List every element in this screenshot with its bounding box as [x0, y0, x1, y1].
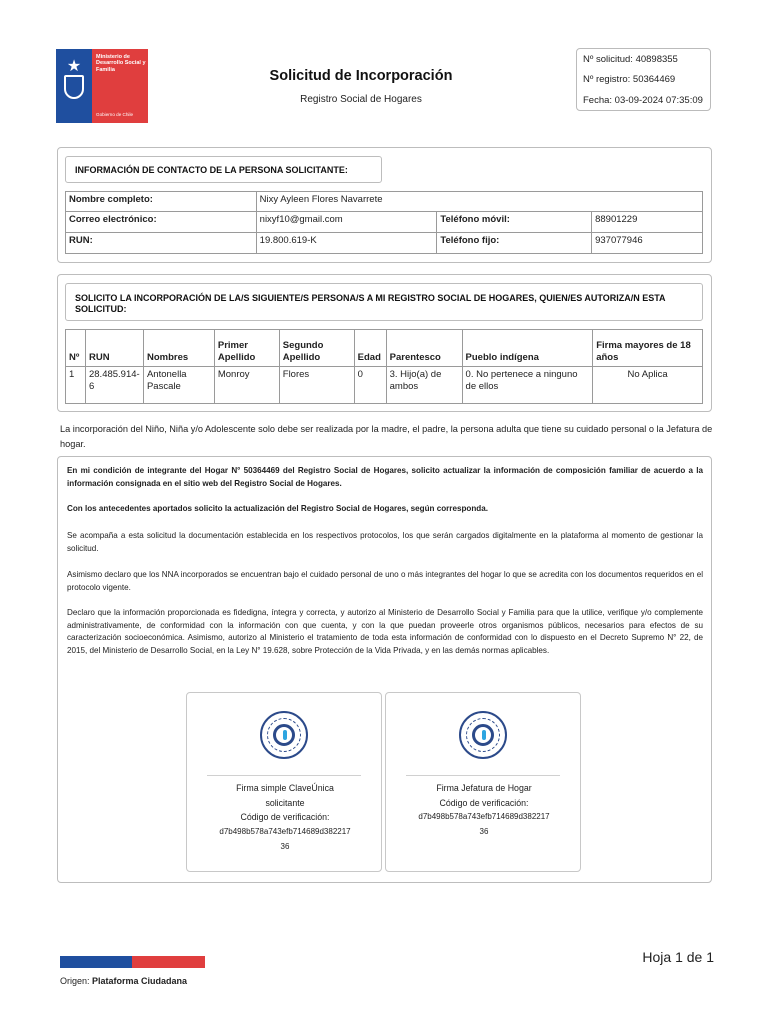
movil-value: 88901229: [592, 212, 703, 233]
logo-ministry-text: Ministerio de Desarrollo Social y Familia: [96, 54, 146, 73]
table-cell: No Aplica: [593, 367, 703, 404]
verification-label: Código de verificación:: [240, 812, 330, 822]
signature-line: [406, 775, 560, 776]
logo-gob-text: Gobierno de Chile: [96, 112, 134, 117]
column-header: Segundo Apellido: [279, 330, 354, 367]
document-title: Solicitud de Incorporación: [269, 68, 453, 84]
signature-title: Firma simple ClaveÚnica: [236, 783, 334, 793]
origin-label: Origen:: [60, 976, 93, 986]
table-cell: 1: [66, 367, 86, 404]
column-header: Nº: [66, 330, 86, 367]
origin-value: Plataforma Ciudadana: [92, 976, 188, 986]
fijo-value: 937077946: [592, 233, 703, 254]
registro-number: Nº registro: 50364469: [583, 74, 676, 85]
table-row: [66, 233, 703, 254]
column-header: Parentesco: [386, 330, 462, 367]
solicitud-number: Nº solicitud: 40898355: [583, 54, 678, 65]
table-row: [66, 212, 703, 233]
persons-section-title: SOLICITO LA INCORPORACIÓN DE LA/S SIGUIENTE/S PERSONA/S A MI REGISTRO SOCIAL DE HOGARES, QUIEN/ES AUTORIZA/N ESTA SOLICITUD:: [65, 283, 703, 321]
verification-code: d7b498b578a743efb714689d382217: [418, 812, 550, 821]
government-logo: [56, 49, 148, 123]
table-cell: Monroy: [214, 367, 279, 404]
verification-code-suffix: 36: [280, 842, 290, 851]
signature-box-solicitante: [186, 692, 382, 872]
claveunica-seal-icon: [459, 711, 507, 759]
request-date: Fecha: 03-09-2024 07:35:09: [583, 95, 703, 106]
verification-code-suffix: 36: [479, 827, 489, 836]
movil-label: Teléfono móvil:: [437, 212, 592, 233]
table-cell: 28.485.914-6: [85, 367, 143, 404]
origin-text: [60, 976, 187, 986]
declaration-paragraph: Asimismo declaro que los NNA incorporados se encuentran bajo el cuidado personal de uno o más integrantes del hogar lo que se acredita con los documentos requeridos en el protocolo vigente.: [67, 570, 703, 592]
column-header: Edad: [354, 330, 386, 367]
request-info-box: [576, 48, 711, 111]
verification-code: d7b498b578a743efb714689d382217: [219, 827, 351, 836]
table-cell: 0. No pertenece a ninguno de ellos: [462, 367, 593, 404]
page-number: Hoja 1 de 1: [642, 949, 714, 965]
document-subtitle: Registro Social de Hogares: [300, 94, 422, 105]
nombre-value: Nixy Ayleen Flores Navarrete: [256, 192, 702, 212]
table-cell: Antonella Pascale: [143, 367, 214, 404]
correo-label: Correo electrónico:: [66, 212, 257, 233]
table-row: [66, 192, 703, 212]
nombre-label: Nombre completo:: [66, 192, 257, 212]
column-header: Pueblo indígena: [462, 330, 593, 367]
declaration-paragraph: Se acompaña a esta solicitud la documentación establecida en los respectivos protocolos, los que serán cargados digitalmente en la plataforma al momento de gestionar la solicitud.: [67, 531, 703, 553]
run-value: 19.800.619-K: [256, 233, 437, 254]
logo-blue-panel: [56, 49, 92, 123]
signature-title: Firma Jefatura de Hogar: [436, 783, 532, 793]
correo-value: nixyf10@gmail.com: [256, 212, 437, 233]
signature-line: [207, 775, 361, 776]
table-cell: 0: [354, 367, 386, 404]
run-label: RUN:: [66, 233, 257, 254]
signature-role: solicitante: [265, 798, 305, 808]
logo-red-panel: [92, 49, 148, 123]
contact-table: [65, 191, 703, 254]
claveunica-seal-icon: [260, 711, 308, 759]
star-icon: ★: [66, 58, 82, 75]
signature-box-jefatura: [385, 692, 581, 872]
declaration-paragraph: En mi condición de integrante del Hogar N° 50364469 del Registro Social de Hogares, solicito actualizar la información de composición familiar de acuerdo a la información consignada en el sitio web del Registro Social de Hogares.: [67, 466, 703, 488]
table-cell: Flores: [279, 367, 354, 404]
fijo-label: Teléfono fijo:: [437, 233, 592, 254]
coat-of-arms-icon: [64, 75, 84, 99]
declaration-paragraph: Con los antecedentes aportados solicito la actualización del Registro Social de Hogares, según corresponda.: [67, 504, 488, 513]
incorporation-note: La incorporación del Niño, Niña y/o Adolescente solo debe ser realizada por la madre, el padre, la persona adulta que tiene su cuidado personal o la Jefatura de hogar.: [60, 424, 713, 449]
column-header: Firma mayores de 18 años: [593, 330, 703, 367]
table-cell: 3. Hijo(a) de ambos: [386, 367, 462, 404]
contact-section-title: INFORMACIÓN DE CONTACTO DE LA PERSONA SOLICITANTE:: [65, 156, 382, 183]
verification-label: Código de verificación:: [439, 798, 529, 808]
column-header: Primer Apellido: [214, 330, 279, 367]
declaration-paragraph: Declaro que la información proporcionada es fidedigna, íntegra y correcta, y autorizo al Ministerio de Desarrollo Social y Familia para que la utilice, verifique y/o complemente administrativamente, de conformidad con la información con que cuenta, y con la que puedan proveerle otros organismos públicos, necesarios para efectos de su caracterización socioeconómica. Asimismo, autorizo al Ministerio el tratamiento de toda esta información de conformidad con lo dispuesto en el Decreto Supremo N° 22, de 2015, del Ministerio de Desarrollo Social, en la Ley N° 19.628, sobre Protección de la Vida Privada, y en las demás normas aplicables.: [67, 608, 703, 655]
column-header: RUN: [85, 330, 143, 367]
column-header: Nombres: [143, 330, 214, 367]
footer-color-bar: [60, 956, 205, 968]
table-row: [66, 367, 703, 404]
table-header-row: [66, 330, 703, 367]
persons-table: [65, 329, 703, 404]
